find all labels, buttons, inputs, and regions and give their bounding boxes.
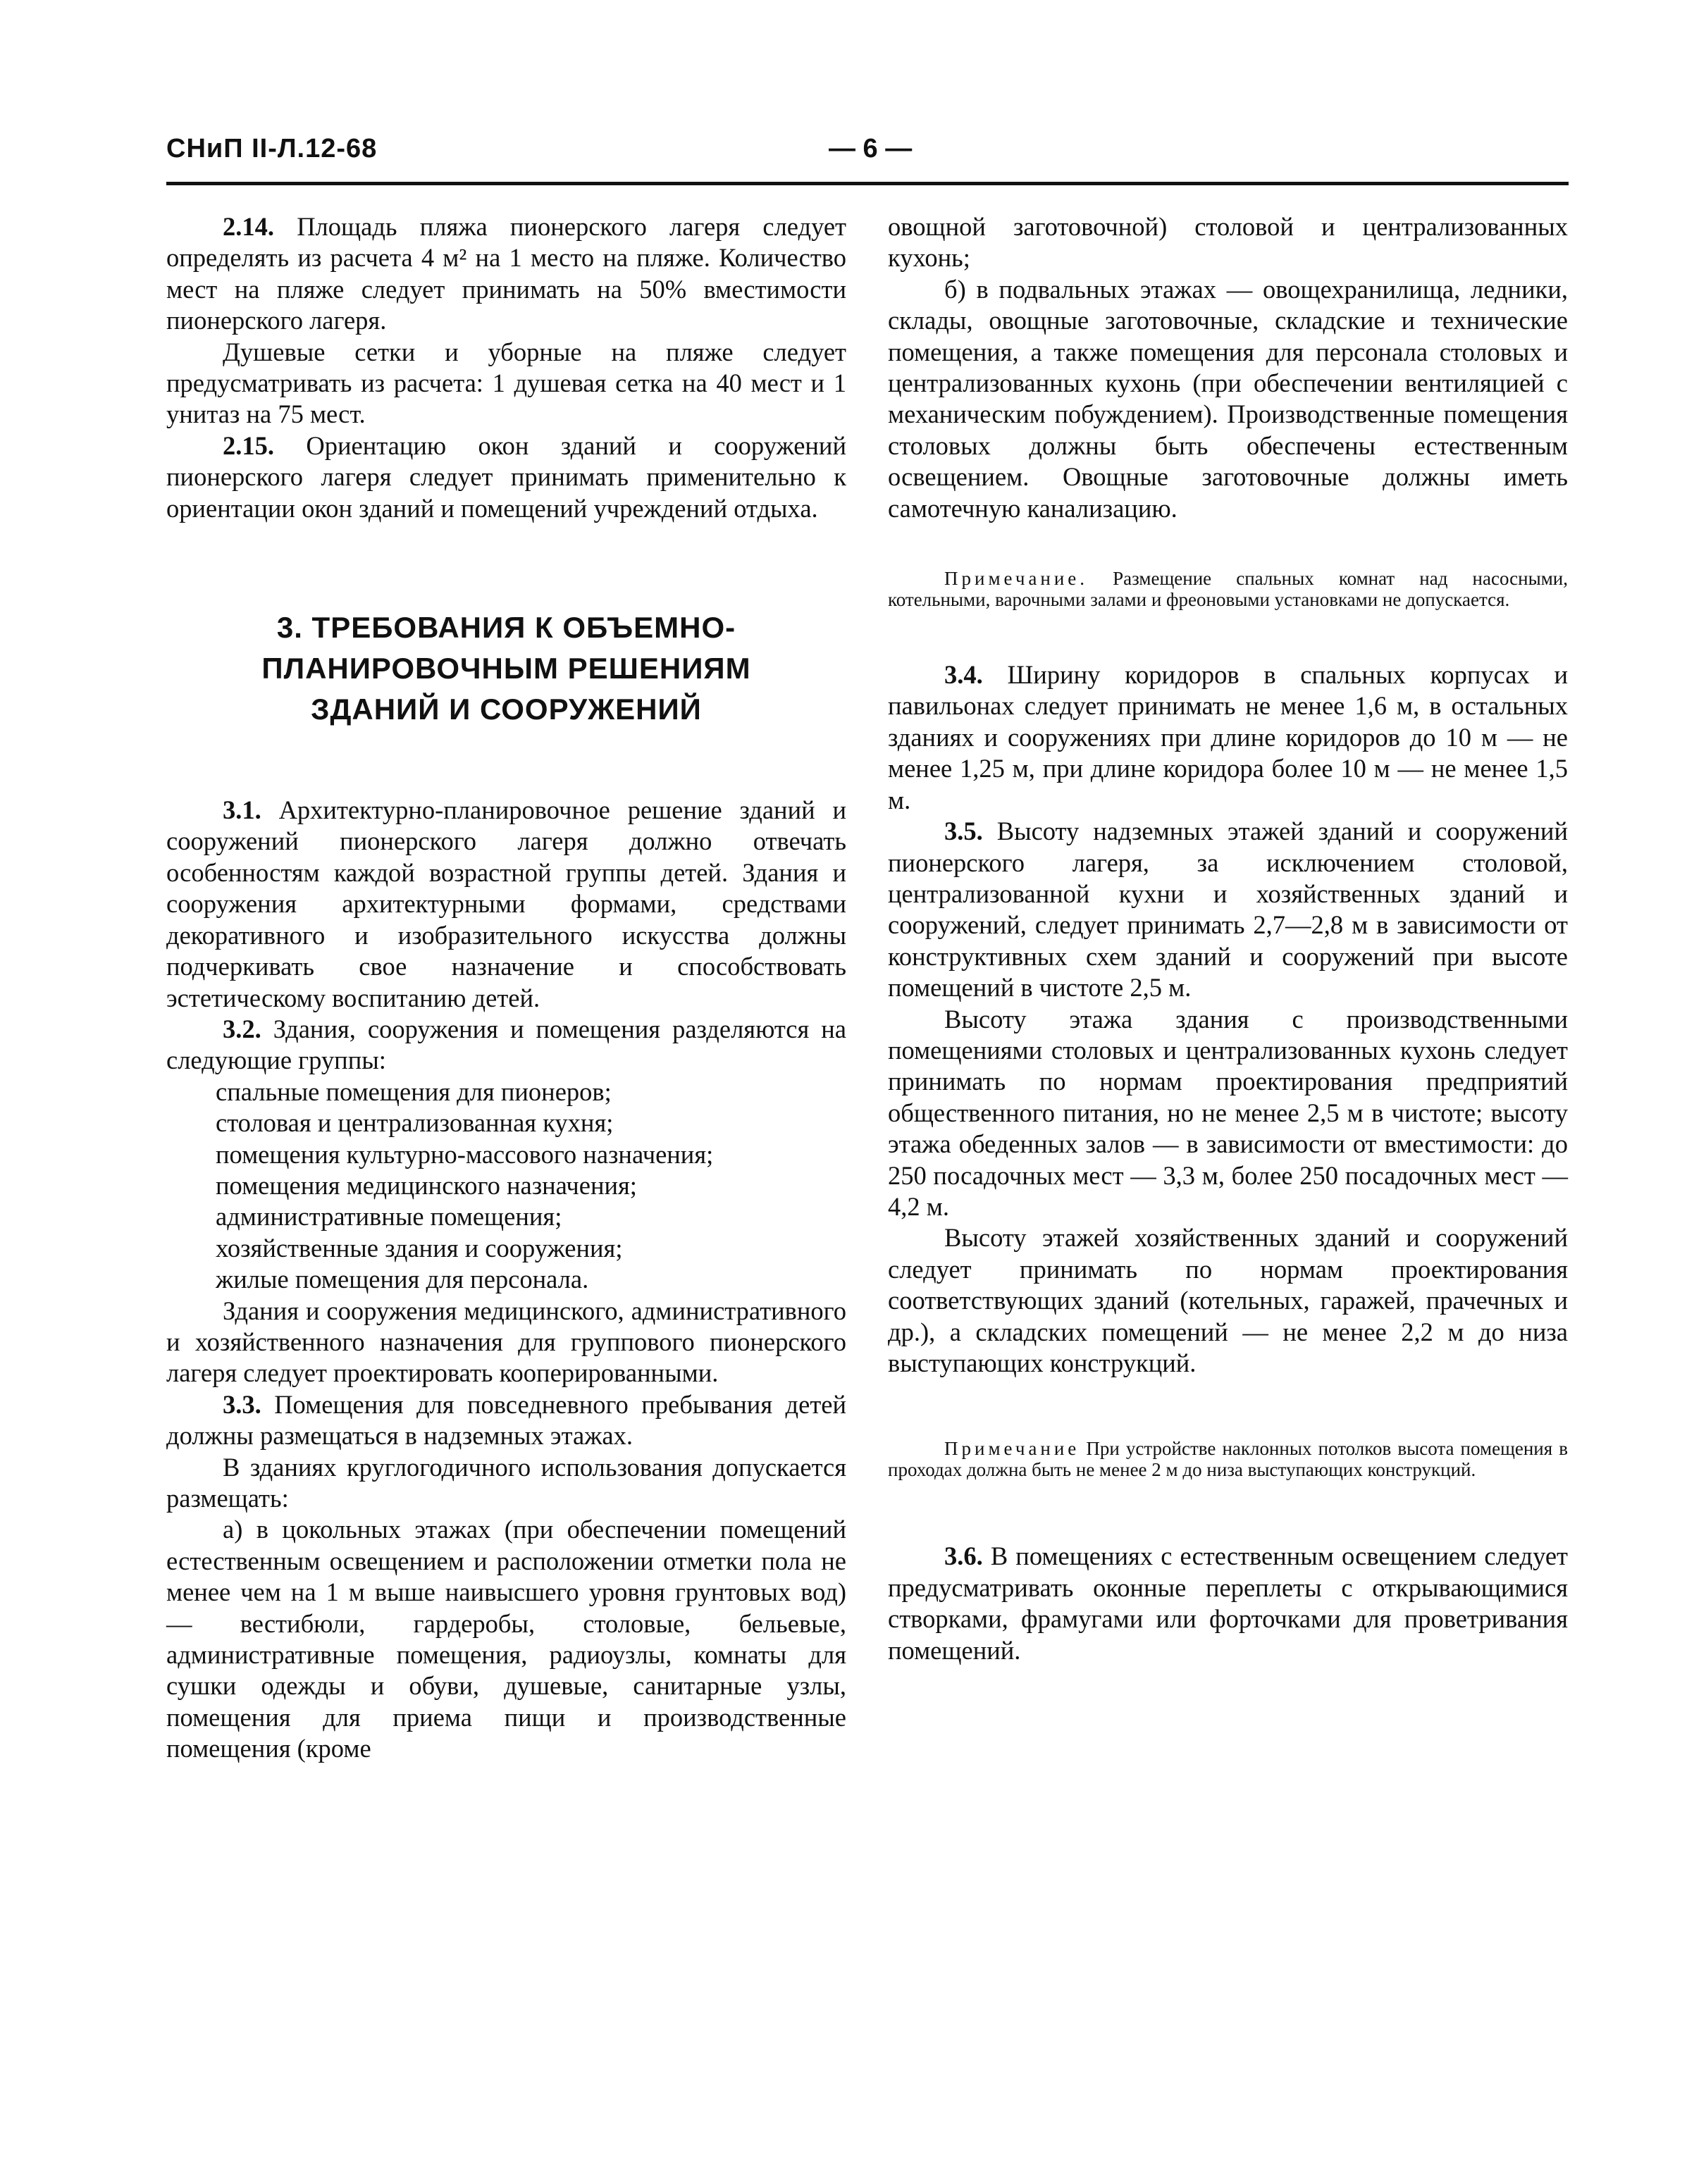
paragraph-production-height: Высоту этажа здания с производственными помещениями столовых и централизованных кухонь следует принимать по нормам проектирования предприятий общественного питания, но не менее 2,5 м в чистоте; высоту этажа обеденных залов — в зависимости от вместимости: до 250 посадочных мест — 3,3 м, более 250 посадочных мест — 4,2 м.: [888, 1004, 1568, 1221]
header-rule: [166, 182, 1569, 185]
list-item: хозяйственные здания и сооружения;: [216, 1233, 623, 1262]
list-item: административные помещения;: [216, 1202, 562, 1231]
paragraph-cooperation: Здания и сооружения медицинского, административного и хозяйственного назначения для группового пионерского лагеря следует проектировать кооперированными.: [166, 1296, 846, 1388]
page-header: [166, 134, 1569, 176]
note-1: [888, 568, 1568, 610]
clause-number: 3.2.: [223, 1014, 261, 1043]
clause-text: Площадь пляжа пионерского лагеря следует определять из расчета 4 м² на 1 место на пляже. Количество мест на пляже следует принимать на 50% вместимости пионерского лагеря.: [166, 212, 847, 335]
clause-text: Ширину коридоров в спальных корпусах и павильонах следует принимать не менее 1,6 м, в остальных зданиях и сооружениях при длине коридоров до 10 м — не менее 1,25 м, при длине коридора более 10 м — не менее 1,5 м.: [888, 660, 1568, 814]
paragraph-3-1: [166, 795, 846, 1014]
paragraph-basement-a: а) в цокольных этажах (при обеспечении помещений естественным освещением и расположении отметки пола не менее чем на 1 м выше наивысшего уровня грунтовых вод) — вестибюли, гардеробы, столовые, бельевые, административные помещения, радиоузлы, комнаты для сушки одежды и обуви, душевые, санитарные узлы, помещения для приема пищи и производственные помещения (кроме: [166, 1515, 846, 1763]
list-item: помещения культурно-массового назначения;: [216, 1139, 714, 1169]
list-item: столовая и централизованная кухня;: [216, 1108, 614, 1138]
paragraph-year-round: В зданиях круглогодичного использования допускается размещать:: [166, 1452, 846, 1513]
paragraph-basement-b: б) в подвальных этажах — овощехранилища, ледники, склады, овощные заготовочные, складские и технические помещения, а также помещения для персонала столовых и централизованных кухонь (при обеспечении вентиляцией с механическим побуждением). Производственные помещения столовых должны быть обеспечены естественным освещением. Овощные заготовочные должны иметь самотечную канализацию.: [888, 274, 1568, 523]
clause-text: Архитектурно-планировочное решение зданий и сооружений пионерского лагеря должно отвечать особенностям каждой возрастной группы детей. Здания и сооружения архитектурными формами, средствами декоративного и изобразительного искусства должны подчеркивать свое назначение и способствовать эстетическому воспитанию детей.: [166, 795, 847, 1012]
clause-number: 3.4.: [944, 660, 983, 690]
paragraph-utility-height: Высоту этажей хозяйственных зданий и сооружений следует принимать по нормам проектирования соответствующих зданий (котельных, гаражей, прачечных и др.), а складских помещений — не менее 2,2 м до низа выступающих конструкций.: [888, 1223, 1568, 1377]
list-item: помещения медицинского назначения;: [216, 1170, 637, 1200]
clause-text: Высоту надземных этажей зданий и сооружений пионерского лагеря, за исключением столовой, централизованной кухни и хозяйственных зданий и сооружений, следует принимать 2,7—2,8 м в зависимости от конструктивных схем зданий и сооружений при высоте помещений в чистоте 2,5 м.: [888, 817, 1568, 1003]
left-column: [166, 211, 846, 1765]
note-label: Примечание: [944, 1438, 1080, 1460]
list-item: жилые помещения для персонала.: [216, 1265, 589, 1294]
paragraph-3-5: [888, 816, 1568, 1003]
paragraph-showers: Душевые сетки и уборные на пляже следует предусматривать из расчета: 1 душевая сетка на 40 мест и 1 унитаз на 75 мест.: [166, 337, 846, 429]
paragraph-2-15: [166, 430, 846, 524]
clause-text: Ориентацию окон зданий и сооружений пионерского лагеря следует принимать применительно к ориентации окон зданий и помещений учреждений отдыха.: [166, 430, 846, 523]
note-text: Размещение спальных комнат над насосными, котельными, варочными залами и фреоновыми установками не допускается.: [888, 568, 1569, 611]
note-label: Примечание.: [944, 568, 1089, 590]
clause-text: Помещения для повседневного пребывания детей должны размещаться в надземных этажах.: [166, 1389, 847, 1451]
paragraph-a-continued: овощной заготовочной) столовой и централизованных кухонь;: [888, 212, 1568, 273]
note-2: [888, 1438, 1568, 1480]
clause-text: Здания, сооружения и помещения разделяются на следующие группы:: [166, 1014, 847, 1075]
list-item: спальные помещения для пионеров;: [216, 1077, 612, 1106]
paragraph-3-4: [888, 659, 1568, 816]
page-number: — 6 —: [829, 134, 913, 163]
clause-number: 3.6.: [944, 1541, 983, 1571]
clause-number: 3.3.: [223, 1389, 261, 1419]
clause-text: В помещениях с естественным освещением следует предусматривать оконные переплеты с открывающимися створками, фрамугами или форточками для проветривания помещений.: [888, 1541, 1569, 1665]
paragraph-2-14: [166, 211, 846, 337]
section-title-line: ЗДАНИЙ И СООРУЖЕНИЙ: [311, 693, 702, 726]
section-title: [166, 607, 846, 730]
paragraph-3-6: [888, 1541, 1568, 1666]
right-column: [888, 211, 1568, 1666]
section-title-line: 3. ТРЕБОВАНИЯ К ОБЪЕМНО-: [276, 611, 736, 645]
section-title-line: ПЛАНИРОВОЧНЫМ РЕШЕНИЯМ: [261, 652, 751, 685]
clause-number: 3.1.: [223, 795, 261, 825]
paragraph-3-2: [166, 1014, 846, 1077]
clause-number: 2.15.: [223, 430, 274, 460]
clause-number: 2.14.: [223, 212, 274, 241]
clause-number: 3.5.: [944, 817, 983, 846]
document-code: СНиП II-Л.12-68: [166, 134, 378, 163]
paragraph-3-3: [166, 1389, 846, 1452]
note-text: При устройстве наклонных потолков высота помещения в проходах должна быть не менее 2 м до низа выступающих конструкций.: [888, 1438, 1568, 1481]
